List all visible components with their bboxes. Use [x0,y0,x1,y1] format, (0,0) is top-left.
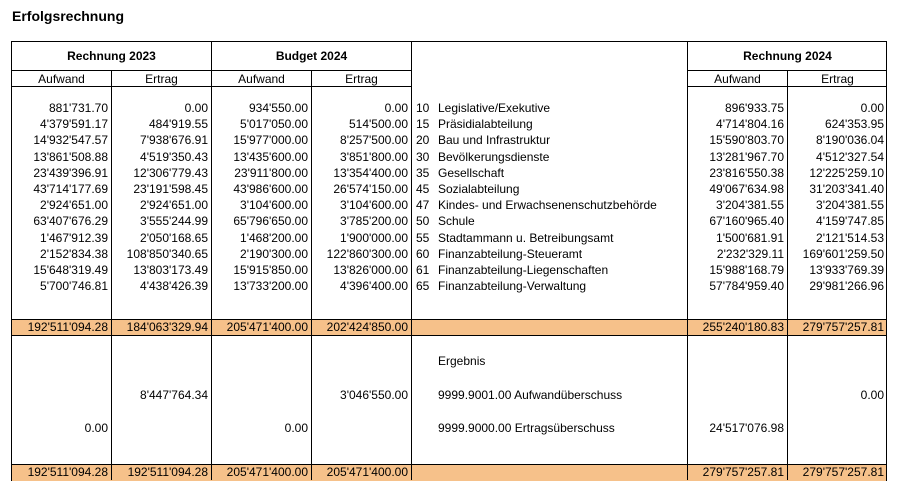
account-name: Legislative/Exekutive [438,101,551,115]
cell-r2024-aufwand: 23'816'550.38 [709,165,784,180]
result-b2024-aufwand: 0.00 [284,421,308,435]
final-r2024-ertrag: 279'757'257.81 [802,465,884,479]
cell-r2024-ertrag: 8'190'036.04 [816,133,884,148]
page-title: Erfolgsrechnung [12,8,125,24]
account-code: 55 [416,230,430,245]
cell-b2024-aufwand: 13'435'600.00 [233,149,308,164]
cell-r2023-aufwand: 14'932'547.57 [33,133,108,148]
cell-r2023-aufwand: 1'467'912.39 [40,230,108,245]
final-b2024-aufwand: 205'471'400.00 [226,465,308,479]
cell-r2024-ertrag: 0.00 [860,101,884,115]
cell-r2024-aufwand: 1'500'681.91 [716,230,784,245]
cell-r2023-ertrag: 4'438'426.39 [140,279,208,294]
cell-r2023-ertrag: 2'924'651.00 [140,198,208,213]
header-rechnung-2023: Rechnung 2023 [67,49,156,63]
result-text-aufwandueberschuss: 9999.9001.00 Aufwandüberschuss [438,388,623,402]
cell-b2024-ertrag: 26'574'150.00 [333,182,408,196]
cell-r2024-aufwand: 49'067'634.98 [709,182,784,196]
header-rechnung-2024: Rechnung 2024 [743,49,832,63]
result-r2023-ertrag: 8'447'764.34 [140,388,208,402]
cell-r2024-aufwand: 4'714'804.16 [716,117,784,132]
cell-r2024-aufwand: 67'160'965.40 [709,214,784,229]
cell-b2024-aufwand: 3'104'600.00 [240,198,308,213]
final-totals-row [12,465,886,481]
final-r2023-ertrag: 192'511'094.28 [127,465,208,479]
account-name: Bau und Infrastruktur [438,133,551,148]
table-row [12,133,886,149]
cell-r2024-ertrag: 169'601'259.50 [802,246,884,261]
result-b2024-ertrag: 3'046'550.00 [340,388,408,402]
table-row [12,279,886,295]
cell-r2024-ertrag: 624'353.95 [824,117,884,132]
cell-r2024-aufwand: 13'281'967.70 [709,149,784,164]
cell-r2024-aufwand: 2'232'329.11 [716,246,784,261]
account-name: Gesellschaft [438,165,505,180]
cell-r2024-aufwand: 15'988'168.79 [709,263,784,277]
account-name: Kindes- und Erwachsenenschutzbehörde [438,198,657,213]
cell-b2024-ertrag: 514'500.00 [348,117,408,132]
account-name: Schule [438,214,475,229]
cell-b2024-aufwand: 65'796'650.00 [233,214,308,229]
cell-r2023-ertrag: 7'938'676.91 [140,133,208,148]
cell-b2024-ertrag: 1'900'000.00 [340,230,408,245]
account-code: 61 [416,263,430,277]
account-code: 65 [416,279,430,294]
header-divider [12,70,411,71]
cell-b2024-aufwand: 15'915'850.00 [233,263,308,277]
account-code: 50 [416,214,430,229]
result-row-ertragsueberschuss [12,421,886,437]
result-label: Ergebnis [438,354,486,368]
total-r2023-aufwand: 192'511'094.28 [27,320,108,334]
table-row [12,214,886,230]
cell-r2023-aufwand: 881'731.70 [48,101,108,115]
cell-r2024-ertrag: 13'933'769.39 [809,263,884,277]
cell-b2024-ertrag: 13'354'400.00 [333,165,408,180]
cell-b2024-aufwand: 13'733'200.00 [233,279,308,294]
subheader-aufwand: Aufwand [38,72,85,86]
subheader-aufwand: Aufwand [238,72,285,86]
account-code: 30 [416,149,430,164]
cell-r2023-ertrag: 13'803'173.49 [133,263,208,277]
cell-r2024-ertrag: 31'203'341.40 [809,182,884,196]
cell-r2023-aufwand: 2'152'834.38 [40,246,108,261]
cell-b2024-aufwand: 2'190'300.00 [240,246,308,261]
total-b2024-ertrag: 202'424'850.00 [326,320,408,334]
subheader-ertrag: Ertrag [145,72,178,86]
cell-b2024-aufwand: 43'986'600.00 [233,182,308,196]
account-name: Finanzabteilung-Steueramt [438,246,583,261]
result-r2024-ertrag: 0.00 [860,388,884,402]
final-r2023-aufwand: 192'511'094.28 [27,465,108,479]
cell-b2024-aufwand: 15'977'000.00 [233,133,308,148]
cell-r2023-ertrag: 108'850'340.65 [126,246,208,261]
result-row-aufwandueberschuss [12,388,886,404]
cell-r2023-aufwand: 13'861'508.88 [33,149,108,164]
cell-b2024-ertrag: 13'826'000.00 [333,263,408,277]
cell-b2024-ertrag: 3'851'800.00 [340,149,408,164]
table-row [12,117,886,133]
cell-b2024-ertrag: 122'860'300.00 [326,246,408,261]
cell-r2024-ertrag: 2'121'514.53 [816,230,884,245]
cell-b2024-ertrag: 4'396'400.00 [340,279,408,294]
header-divider [687,70,886,71]
account-name: Präsidialabteilung [438,117,533,132]
total-b2024-aufwand: 205'471'400.00 [226,320,308,334]
cell-b2024-ertrag: 0.00 [384,101,408,115]
cell-r2023-ertrag: 4'519'350.43 [140,149,208,164]
table-row [12,198,886,214]
result-r2024-aufwand: 24'517'076.98 [709,421,784,435]
cell-r2024-ertrag: 4'159'747.85 [816,214,884,229]
cell-r2023-ertrag: 23'191'598.45 [133,182,208,196]
account-name: Bevölkerungsdienste [438,149,550,164]
table-row [12,182,886,198]
result-r2023-aufwand: 0.00 [84,421,108,435]
final-r2024-aufwand: 279'757'257.81 [702,465,784,479]
cell-r2023-aufwand: 5'700'746.81 [40,279,108,294]
income-statement-table [11,41,887,481]
cell-r2023-aufwand: 15'648'319.49 [33,263,108,277]
final-b2024-ertrag: 205'471'400.00 [326,465,408,479]
subheader-aufwand: Aufwand [714,72,761,86]
cell-r2023-ertrag: 484'919.55 [148,117,208,132]
subheader-ertrag: Ertrag [821,72,854,86]
cell-r2024-aufwand: 57'784'959.40 [709,279,784,294]
cell-r2023-aufwand: 43'714'177.69 [33,182,108,196]
cell-b2024-aufwand: 934'550.00 [248,101,308,115]
cell-b2024-ertrag: 3'104'600.00 [340,198,408,213]
account-code: 35 [416,165,430,180]
subheader-ertrag: Ertrag [345,72,378,86]
header-budget-2024: Budget 2024 [275,49,348,63]
table-row [12,101,886,117]
totals-row [12,320,886,336]
header-divider [687,86,886,87]
cell-r2024-aufwand: 896'933.75 [724,101,784,115]
table-row [12,231,886,247]
table-row [12,166,886,182]
account-code: 20 [416,133,430,148]
cell-r2023-aufwand: 4'379'591.17 [40,117,108,132]
cell-r2024-ertrag: 12'225'259.10 [809,165,884,180]
account-code: 45 [416,182,430,196]
cell-r2023-ertrag: 2'050'168.65 [140,230,208,245]
total-r2024-ertrag: 279'757'257.81 [802,320,884,334]
cell-b2024-aufwand: 23'911'800.00 [234,165,308,180]
account-code: 10 [416,101,430,115]
cell-b2024-aufwand: 5'017'050.00 [240,117,308,132]
cell-b2024-ertrag: 8'257'500.00 [340,133,408,148]
total-r2023-ertrag: 184'063'329.94 [126,320,208,334]
cell-r2023-ertrag: 0.00 [184,101,208,115]
result-text-ertragsueberschuss: 9999.9000.00 Ertragsüberschuss [438,421,615,435]
table-row [12,150,886,166]
cell-r2023-aufwand: 2'924'651.00 [40,198,108,213]
cell-r2024-aufwand: 15'590'803.70 [709,133,784,148]
cell-r2023-ertrag: 3'555'244.99 [140,214,208,229]
cell-b2024-aufwand: 1'468'200.00 [240,230,308,245]
table-row [12,263,886,279]
account-code: 47 [416,198,430,213]
total-r2024-aufwand: 255'240'180.83 [702,320,784,334]
header-divider [12,86,411,87]
cell-r2024-ertrag: 29'981'266.96 [809,279,884,294]
cell-r2024-ertrag: 4'512'327.54 [816,149,884,164]
table-row [12,247,886,263]
cell-r2023-aufwand: 63'407'676.29 [33,214,108,229]
cell-r2023-ertrag: 12'306'779.43 [133,165,208,180]
account-name: Stadtammann u. Betreibungsamt [438,230,614,245]
account-name: Finanzabteilung-Liegenschaften [438,263,609,277]
cell-r2024-aufwand: 3'204'381.55 [716,198,784,213]
account-code: 15 [416,117,430,132]
cell-r2024-ertrag: 3'204'381.55 [816,198,884,213]
account-code: 60 [416,246,430,261]
account-name: Sozialabteilung [438,182,520,196]
cell-b2024-ertrag: 3'785'200.00 [340,214,408,229]
account-name: Finanzabteilung-Verwaltung [438,279,587,294]
cell-r2023-aufwand: 23'439'396.91 [33,165,108,180]
